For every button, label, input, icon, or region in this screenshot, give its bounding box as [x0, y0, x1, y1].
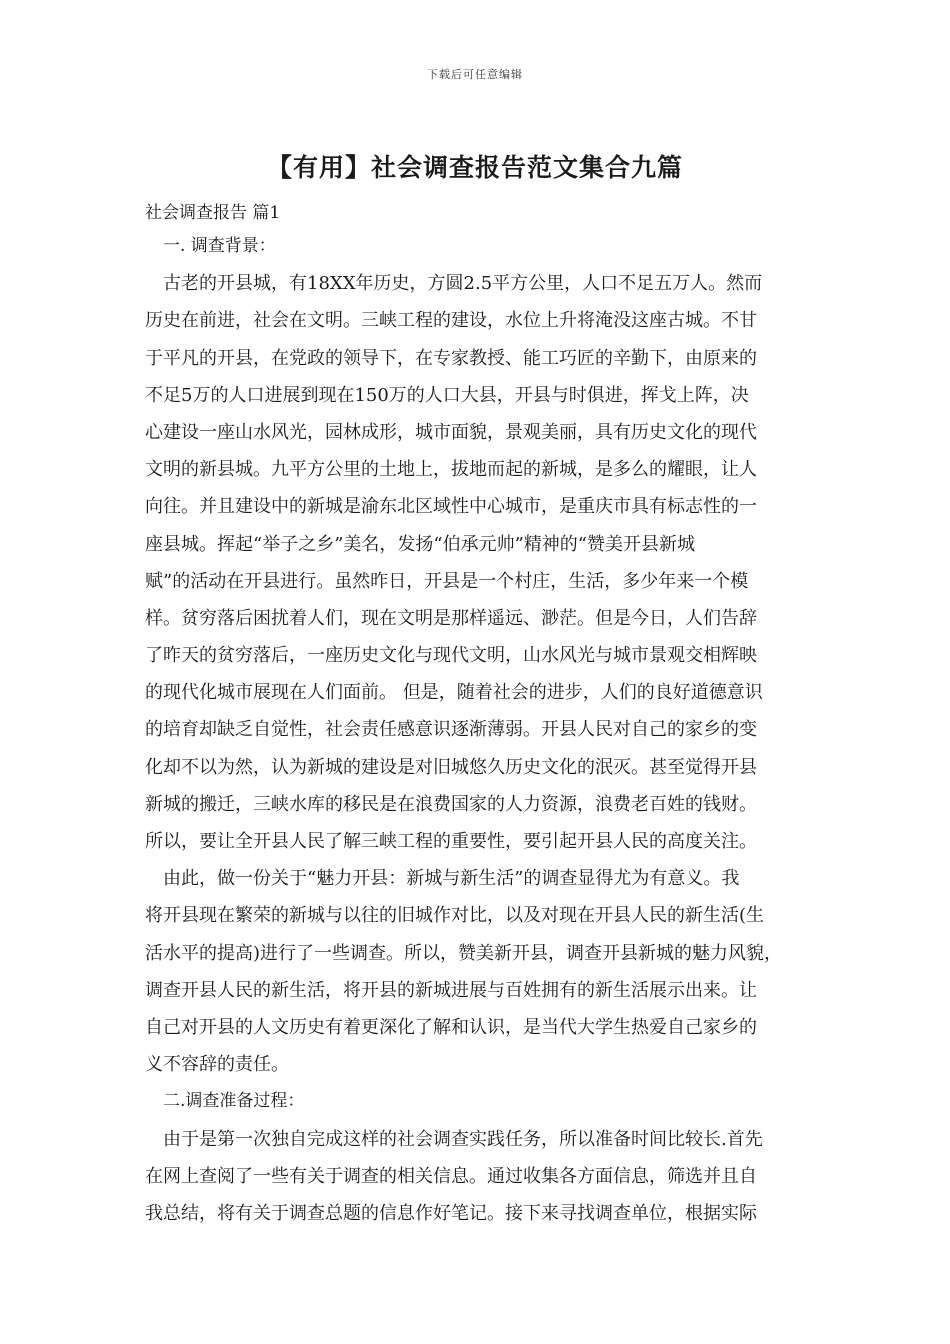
paragraph-purpose	[145, 860, 810, 1083]
section-heading-background: 一. 调查背景：	[163, 236, 276, 256]
text-line: 由此，做一份关于“魅力开县：新城与新生活”的调查显得尤为有意义。我	[163, 868, 740, 890]
text-line: 向往。并且建设中的新城是渝东北区域性中心城市，是重庆市具有标志性的一	[145, 496, 757, 518]
text-line: 了昨天的贫穷落后，一座历史文化与现代文明，山水风光与城市景观交相辉映	[145, 645, 757, 667]
section-heading-preparation: 二.调查准备过程：	[163, 1091, 305, 1112]
text-line: 不足5万的人口进展到现在150万的人口大县，开县与时俱进，挥戈上阵，决	[145, 384, 749, 406]
paragraph-background	[145, 265, 810, 860]
report-subtitle: 社会调查报告 篇1	[145, 203, 281, 223]
text-line: 调查开县人民的新生活，将开县的新城进展与百姓拥有的新生活展示出来。让	[145, 979, 757, 1001]
document-body	[145, 198, 810, 1232]
text-line: 化却不以为然，认为新城的建设是对旧城悠久历史文化的泯灭。甚至觉得开县	[145, 756, 757, 778]
text-line: 的现代化城市展现在人们面前。 但是，随着社会的进步，人们的良好道德意识	[145, 682, 763, 704]
header-note: 下载后可任意编辑	[427, 68, 523, 81]
text-line: 古老的开县城，有18XX年历史，方圆2.5平方公里，人口不足五万人。然而	[163, 273, 763, 295]
text-line: 新城的搬迁，三峡水库的移民是在浪费国家的人力资源，浪费老百姓的钱财。	[145, 793, 757, 815]
text-line: 在网上查阅了一些有关于调查的相关信息。通过收集各方面信息，筛选并且自	[145, 1165, 757, 1187]
text-line: 自己对开县的人文历史有着更深化了解和认识，是当代大学生热爱自己家乡的	[145, 1016, 757, 1038]
text-line: 心建设一座山水风光，园林成形，城市面貌，景观美丽，具有历史文化的现代	[145, 421, 757, 443]
text-line: 历史在前进，社会在文明。三峡工程的建设，水位上升将淹没这座古城。不甘	[145, 310, 757, 332]
text-line: 将开县现在繁荣的新城与以往的旧城作对比，以及对现在开县人民的新生活(生	[145, 905, 765, 927]
text-line: 所以，要让全开县人民了解三峡工程的重要性，要引起开县人民的高度关注。	[145, 831, 757, 852]
text-line: 活水平的提高)进行了一些调查。所以，赞美新开县，调查开县新城的魅力风貌，	[145, 942, 783, 964]
paragraph-preparation	[145, 1121, 810, 1233]
text-line: 座县城。挥起“举子之乡”美名，发扬“伯承元帅”精神的“赞美开县新城	[145, 533, 696, 555]
document-title: 【有用】社会调查报告范文集合九篇	[266, 153, 683, 182]
text-line: 的培育却缺乏自觉性，社会责任感意识逐渐薄弱。开县人民对自己的家乡的变	[145, 719, 757, 741]
text-line: 文明的新县城。九平方公里的土地上，拔地而起的新城，是多么的耀眼，让人	[145, 459, 757, 481]
text-line: 由于是第一次独自完成这样的社会调查实践任务，所以准备时间比较长.首先	[163, 1128, 763, 1150]
text-line: 样。贫穷落后困扰着人们，现在文明是那样遥远、渺茫。但是今日，人们告辞	[145, 607, 757, 629]
text-line: 义不容辞的责任。	[145, 1054, 289, 1076]
text-line: 我总结，将有关于调查总题的信息作好笔记。接下来寻找调查单位，根据实际	[145, 1202, 757, 1224]
text-line: 赋”的活动在开县进行。虽然昨日，开县是一个村庄，生活，多少年来一个模	[145, 570, 749, 592]
text-line: 于平凡的开县，在党政的领导下，在专家教授、能工巧匠的辛勤下，由原来的	[145, 347, 757, 369]
